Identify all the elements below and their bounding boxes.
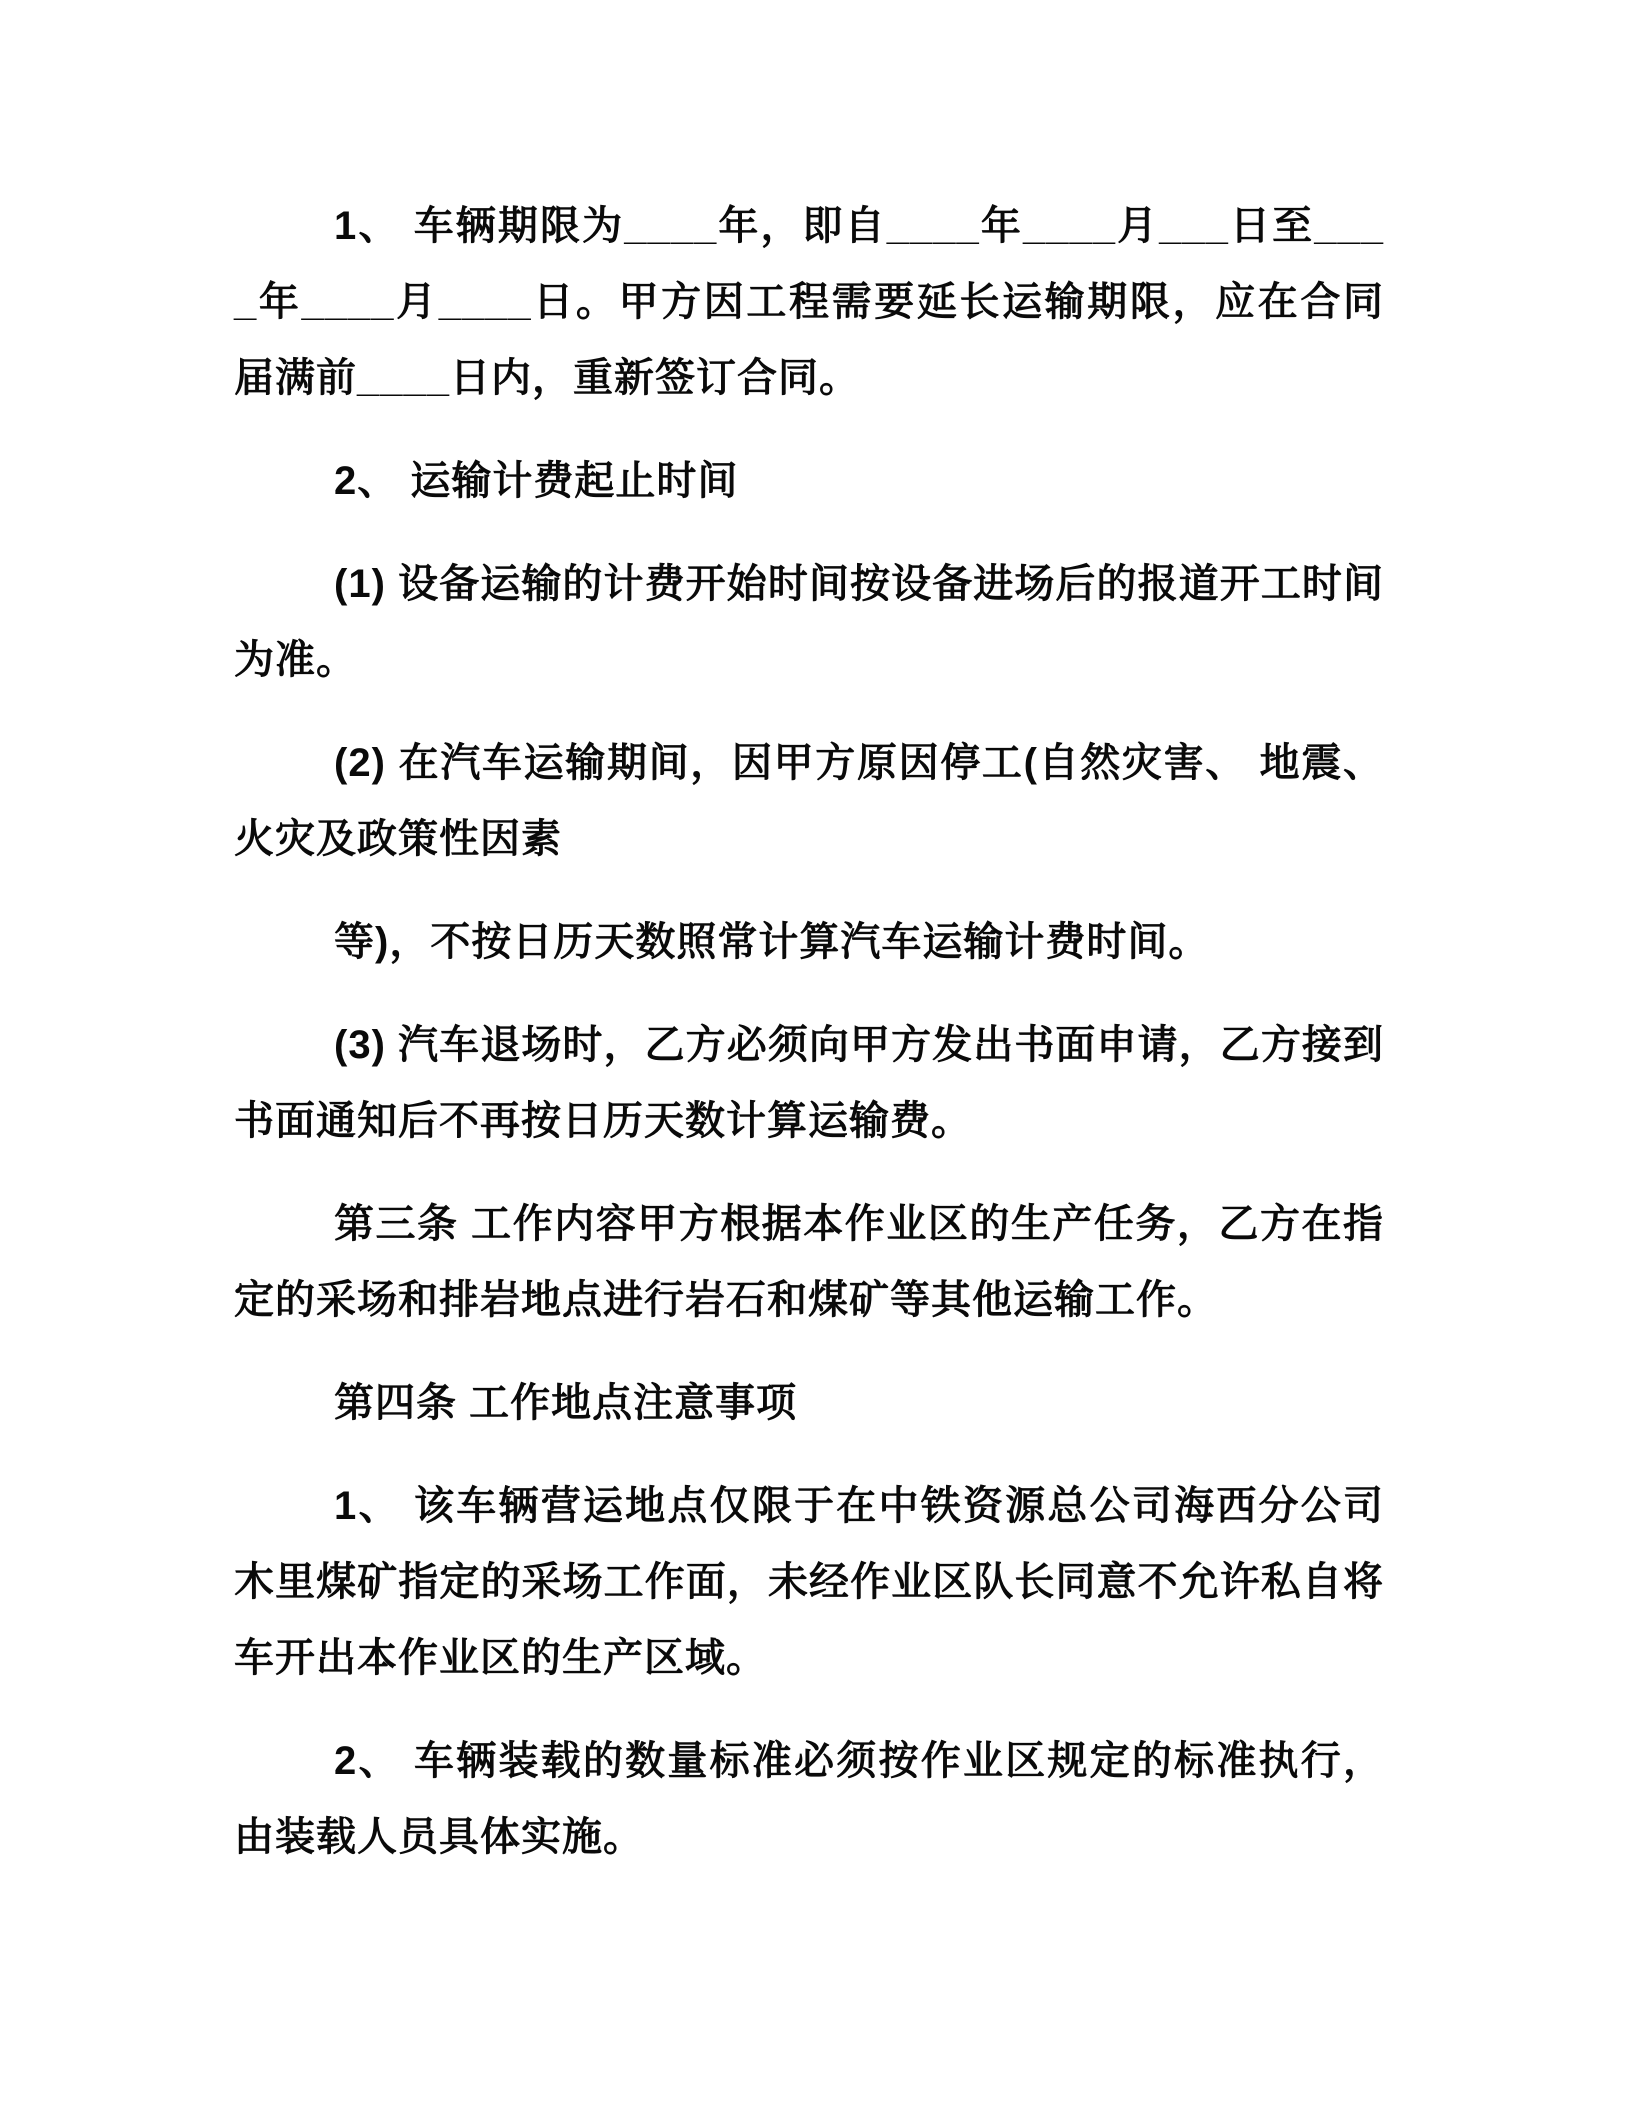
paragraph-billing-item-2b: 等)，不按日历天数照常计算汽车运输计费时间。 bbox=[334, 920, 1210, 964]
paragraph-article-3: 第三条 工作内容甲方根据本作业区的生产任务，乙方在指定的采场和排岩地点进行岩石和煤矿等其他运输工作。 bbox=[234, 1202, 1384, 1322]
paragraph-billing-item-2: (2) 在汽车运输期间，因甲方原因停工(自然灾害、 地震、 火灾及政策性因素 bbox=[234, 741, 1384, 861]
paragraph-vehicle-term: 1、 车辆期限为____年，即自____年____月___日至____年____月____日。甲方因工程需要延长运输期限，应在合同届满前____日内，重新签订合同。 bbox=[234, 204, 1384, 400]
paragraph-article-4-heading: 第四条 工作地点注意事项 bbox=[334, 1381, 798, 1425]
paragraph-billing-item-3: (3) 汽车退场时，乙方必须向甲方发出书面申请，乙方接到书面通知后不再按日历天数计算运输费。 bbox=[234, 1023, 1384, 1143]
paragraph-billing-item-1: (1) 设备运输的计费开始时间按设备进场后的报道开工时间为准。 bbox=[234, 562, 1384, 682]
paragraph-article-4-item-2: 2、 车辆装载的数量标准必须按作业区规定的标准执行，由装载人员具体实施。 bbox=[234, 1739, 1384, 1859]
paragraph-billing-heading: 2、 运输计费起止时间 bbox=[334, 459, 739, 503]
paragraph-article-4-item-1: 1、 该车辆营运地点仅限于在中铁资源总公司海西分公司木里煤矿指定的采场工作面，未经作业区队长同意不允许私自将车开出本作业区的生产区域。 bbox=[234, 1484, 1384, 1680]
contract-body bbox=[234, 188, 1384, 1875]
